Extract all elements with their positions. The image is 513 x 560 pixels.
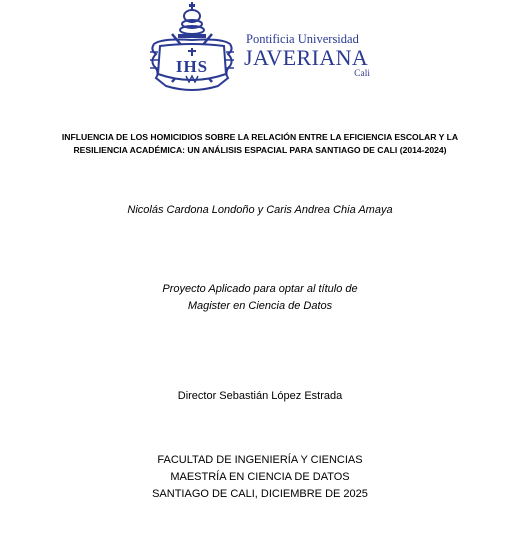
university-logo <box>146 2 376 92</box>
title-line-2: RESILIENCIA ACADÉMICA: UN ANÁLISIS ESPACIAL PARA SANTIAGO DE CALI (2014-2024) <box>73 145 447 155</box>
document-title <box>40 131 480 157</box>
wordmark-line-1: Pontificia Universidad <box>246 32 359 46</box>
project-line-2: Magister en Ciencia de Datos <box>187 300 333 312</box>
project-description <box>0 281 513 315</box>
shield-monogram: IHS <box>175 57 209 76</box>
shield-crest-icon <box>146 2 238 92</box>
title-line-1: INFLUENCIA DE LOS HOMICIDIOS SOBRE LA RELACIÓN ENTRE LA EFICIENCIA ESCOLAR Y LA <box>61 132 459 142</box>
director: Director Sebastián López Estrada <box>177 390 343 402</box>
wordmark-line-3: Cali <box>354 69 370 79</box>
faculty-line-1: FACULTAD DE INGENIERÍA Y CIENCIAS <box>157 454 363 466</box>
faculty-block <box>0 452 513 503</box>
project-line-1: Proyecto Aplicado para optar al título de <box>162 283 358 295</box>
faculty-line-3: SANTIAGO DE CALI, DICIEMBRE DE 2025 <box>152 488 368 500</box>
faculty-line-2: MAESTRÍA EN CIENCIA DE DATOS <box>170 471 350 483</box>
wordmark-line-2: JAVERIANA <box>244 45 369 70</box>
university-wordmark <box>244 32 376 82</box>
authors: Nicolás Cardona Londoño y Caris Andrea Chia Amaya <box>127 204 393 216</box>
